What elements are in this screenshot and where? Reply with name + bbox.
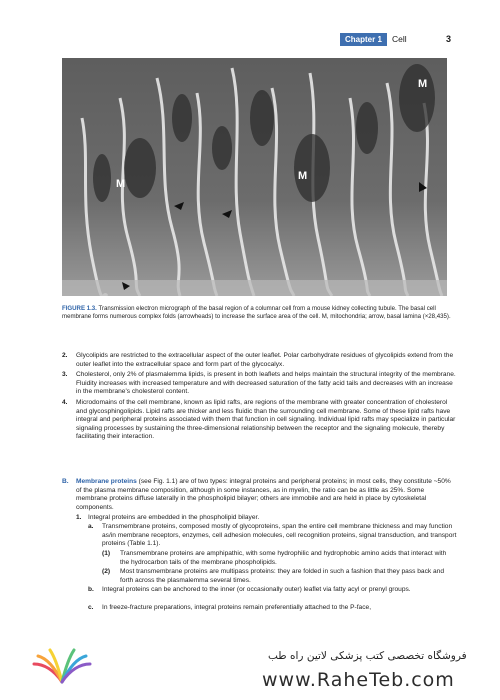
list-number: 2. bbox=[62, 352, 68, 359]
section-b-paragraph bbox=[76, 478, 457, 512]
list-number: 4. bbox=[62, 399, 68, 406]
mitochondria-label: M bbox=[418, 78, 428, 90]
book-logo-icon bbox=[30, 648, 94, 686]
list-item: Microdomains of the cell membrane, known as lipid rafts, are regions of the membrane with greater concentration of cholesterol and glycosphingolipids. Lipid rafts are thicker and less fluidic than the surrounding cell membrane. Some of these lipid rafts have integral and peripheral proteins associated with them that function in cell signaling. Individual lipid rafts may specialize in particular signaling processes by sustaining the three-dimensional relationship between the receptor and the signaling molecule, thereby facilitating their interaction. bbox=[76, 399, 456, 441]
item-letter: b. bbox=[88, 586, 94, 593]
figure-caption bbox=[62, 305, 457, 321]
watermark-footer bbox=[0, 640, 500, 700]
section-heading: Membrane proteins bbox=[76, 478, 137, 485]
figure-caption-text: Transmission electron micrograph of the basal region of a columnar cell from a mouse kidney collecting tubule. The basal cell membrane forms numerous complex folds (arrowheads) to increase the surface area of the cell. M, mitochondria; arrow, basal lamina (×28,435). bbox=[62, 305, 451, 321]
page-header bbox=[340, 33, 475, 47]
integral-proteins-item: Integral proteins are embedded in the phospholipid bilayer. bbox=[88, 514, 260, 521]
lipid-list bbox=[62, 352, 457, 472]
figure-caption-label: FIGURE 1.3. bbox=[62, 305, 97, 312]
item-letter: a. bbox=[88, 523, 94, 530]
store-tagline: فروشگاه تخصصی کتب پزشکی لاتین راه طب bbox=[268, 650, 467, 662]
multipass-item: Most transmembrane proteins are multipass proteins: they are folded in such a fashion that they pass back and forth across the plasmalemma several times. bbox=[120, 568, 445, 584]
list-item: Glycolipids are restricted to the extracellular aspect of the outer leaflet. Polar carbohydrate residues of glycolipids extend from the outer leaflet into the extracellular space and form part of the glycocalyx. bbox=[76, 352, 454, 368]
page-number: 3 bbox=[446, 34, 452, 44]
section-letter: B. bbox=[62, 478, 69, 485]
chapter-label: Chapter 1 bbox=[340, 33, 387, 46]
list-number: 3. bbox=[62, 371, 68, 378]
item-letter: c. bbox=[88, 604, 94, 611]
electron-micrograph bbox=[62, 58, 447, 296]
site-url[interactable]: www.RaheTeb.com bbox=[262, 669, 455, 691]
transmembrane-item: Transmembrane proteins, composed mostly of glycoproteins, span the entire cell membrane thickness and may function as/in membrane receptors, enzymes, cell adhesion molecules, cell recognition proteins, signal transduction, and transport proteins (Table 1.1). bbox=[102, 523, 457, 548]
section-b bbox=[62, 478, 457, 638]
freeze-fracture-item: In freeze-fracture preparations, integral proteins remain preferentially attached to the P-face, bbox=[102, 604, 372, 611]
mitochondria-label: M bbox=[116, 178, 126, 190]
micrograph-image bbox=[62, 58, 447, 296]
item-number: 1. bbox=[76, 514, 82, 521]
anchored-item: Integral proteins can be anchored to the inner (or occasionally outer) leaflet via fatty acyl or prenyl groups. bbox=[102, 586, 411, 593]
section-b-text: (see Fig. 1.1) are of two types: integral proteins and peripheral proteins; in most cells, they constitute ~50% of the plasma membrane composition, although in some instances, as in myelin, the ratio can be as little as 25%. Some membrane proteins diffuse laterally in the phospholipid bilayer; others are immobile and are held in place by cytoskeletal components. bbox=[76, 478, 451, 511]
item-sublabel: (1) bbox=[102, 550, 111, 557]
mitochondria-label: M bbox=[298, 170, 308, 182]
amphipathic-item: Transmembrane proteins are amphipathic, with some hydrophilic and hydrophobic amino acids that interact with the hydrocarbon tails of the membrane phospholipids. bbox=[120, 550, 447, 566]
chapter-title: Cell bbox=[392, 34, 407, 44]
list-item: Cholesterol, only 2% of plasmalemma lipids, is present in both leaflets and helps maintain the structural integrity of the membrane. Fluidity increases with increased temperature and with decreased saturation of the fatty acid tails and decreases with an increase in the membrane's cholesterol content. bbox=[76, 371, 456, 396]
item-sublabel: (2) bbox=[102, 568, 111, 575]
